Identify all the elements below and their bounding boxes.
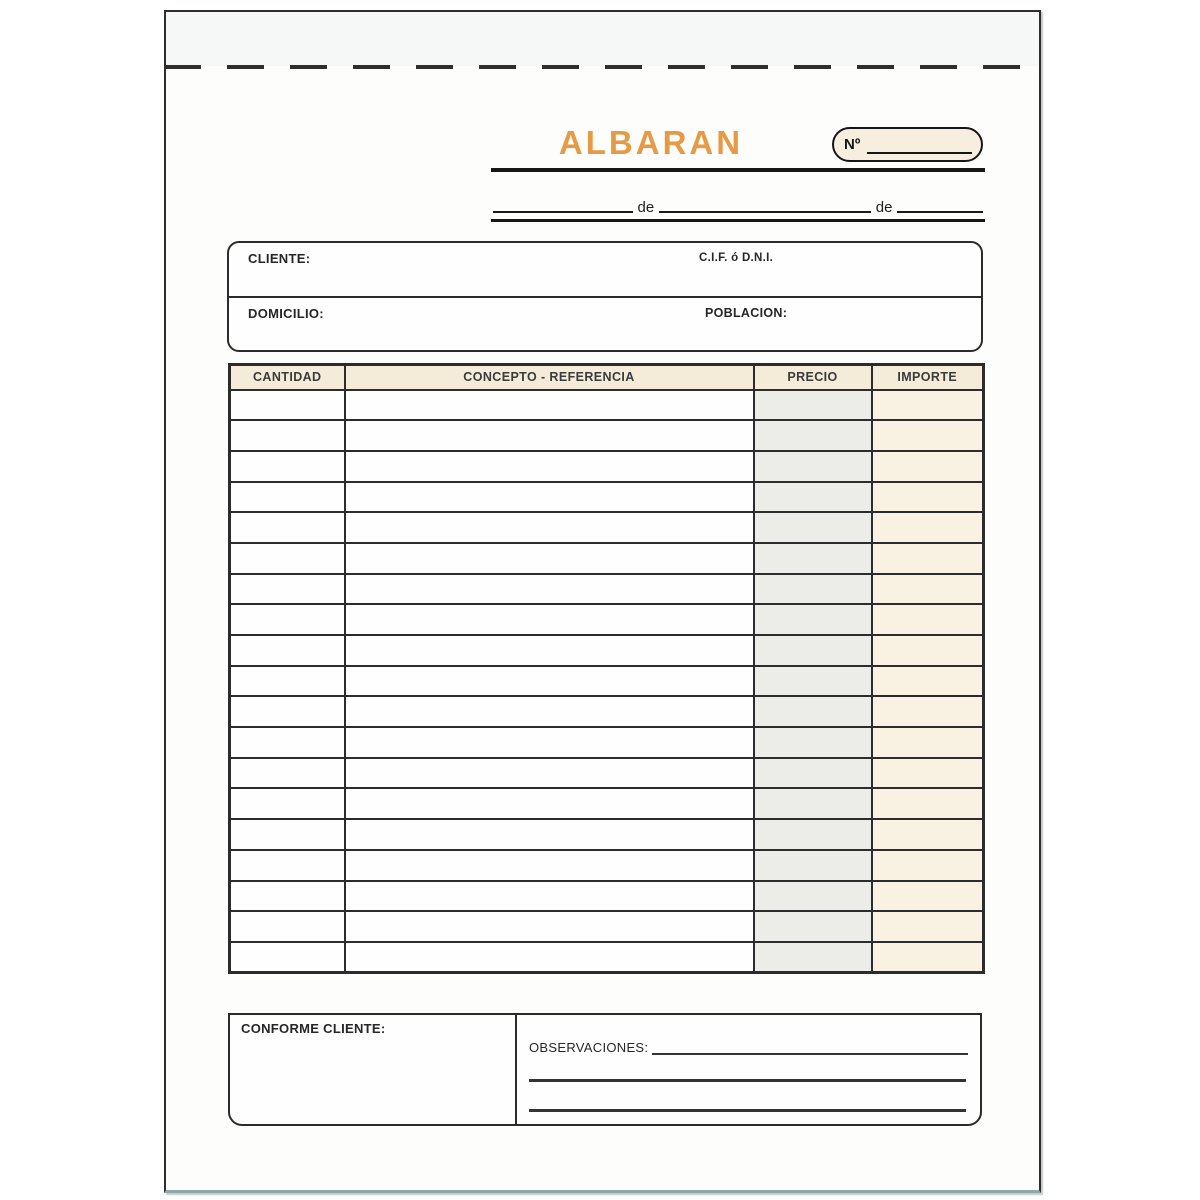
date-word-de-2: de — [875, 198, 893, 216]
blank-cell — [230, 819, 345, 850]
blank-cell — [230, 482, 345, 513]
blank-cell — [754, 543, 872, 574]
items-header-row — [230, 365, 984, 390]
table-row — [230, 911, 984, 942]
blank-cell — [872, 911, 984, 942]
blank-cell — [754, 420, 872, 451]
blank-cell — [345, 942, 754, 973]
blank-cell — [230, 635, 345, 666]
blank-cell — [345, 482, 754, 513]
blank-cell — [230, 850, 345, 881]
blank-cell — [345, 666, 754, 697]
blank-cell — [872, 512, 984, 543]
blank-cell — [872, 604, 984, 635]
domicilio-label: DOMICILIO: — [248, 306, 324, 321]
date-word-de-1: de — [637, 198, 655, 216]
cif-dni-label: C.I.F. ó D.N.I. — [699, 252, 774, 264]
blank-cell — [230, 881, 345, 912]
blank-cell — [345, 911, 754, 942]
conforme-cliente-section — [230, 1015, 517, 1124]
blank-cell — [230, 512, 345, 543]
blank-cell — [754, 512, 872, 543]
blank-cell — [345, 635, 754, 666]
albaran-form-page — [164, 10, 1041, 1193]
blank-cell — [754, 696, 872, 727]
blank-cell — [754, 942, 872, 973]
table-row — [230, 604, 984, 635]
blank-cell — [754, 482, 872, 513]
blank-cell — [754, 819, 872, 850]
date-blank-month — [659, 188, 871, 213]
blank-cell — [872, 727, 984, 758]
blank-cell — [872, 819, 984, 850]
blank-cell — [872, 482, 984, 513]
blank-cell — [230, 696, 345, 727]
observaciones-blank-line-3 — [529, 1109, 966, 1112]
table-row — [230, 696, 984, 727]
blank-cell — [754, 788, 872, 819]
table-row — [230, 574, 984, 605]
blank-cell — [230, 758, 345, 789]
blank-cell — [230, 390, 345, 421]
number-blank-line — [867, 152, 972, 155]
blank-cell — [872, 758, 984, 789]
table-row — [230, 420, 984, 451]
blank-cell — [872, 574, 984, 605]
conforme-cliente-label: CONFORME CLIENTE: — [241, 1021, 386, 1036]
blank-cell — [754, 881, 872, 912]
table-row — [230, 850, 984, 881]
date-blank-day — [493, 188, 633, 213]
blank-cell — [345, 451, 754, 482]
blank-cell — [754, 574, 872, 605]
client-row-cliente — [229, 243, 981, 298]
date-underline-rule — [491, 219, 985, 222]
table-row — [230, 451, 984, 482]
poblacion-label: POBLACION: — [705, 306, 788, 320]
blank-cell — [872, 788, 984, 819]
blank-cell — [230, 911, 345, 942]
observaciones-row — [529, 1039, 968, 1055]
title-underline-rule — [491, 168, 985, 172]
blank-cell — [345, 420, 754, 451]
table-row — [230, 482, 984, 513]
blank-cell — [345, 788, 754, 819]
blank-cell — [230, 543, 345, 574]
blank-cell — [230, 666, 345, 697]
column-header-cantidad: CANTIDAD — [230, 365, 345, 390]
blank-cell — [872, 420, 984, 451]
blank-cell — [872, 850, 984, 881]
blank-cell — [872, 451, 984, 482]
table-row — [230, 758, 984, 789]
client-info-box — [227, 241, 983, 352]
number-label: Nº — [844, 136, 861, 153]
blank-cell — [230, 942, 345, 973]
table-row — [230, 543, 984, 574]
perforation-dashed-line — [164, 65, 1041, 69]
table-row — [230, 881, 984, 912]
blank-cell — [345, 604, 754, 635]
blank-cell — [754, 604, 872, 635]
footer-box — [228, 1013, 982, 1126]
items-table — [228, 363, 985, 974]
blank-cell — [345, 727, 754, 758]
blank-cell — [345, 850, 754, 881]
blank-cell — [230, 420, 345, 451]
blank-cell — [872, 390, 984, 421]
table-row — [230, 635, 984, 666]
blank-cell — [872, 696, 984, 727]
observaciones-section — [517, 1015, 980, 1124]
blank-cell — [754, 451, 872, 482]
blank-cell — [872, 942, 984, 973]
blank-cell — [230, 604, 345, 635]
blank-cell — [230, 727, 345, 758]
blank-cell — [754, 390, 872, 421]
blank-cell — [754, 911, 872, 942]
cliente-label: CLIENTE: — [248, 251, 311, 266]
blank-cell — [345, 574, 754, 605]
column-header-concepto-referencia: CONCEPTO - REFERENCIA — [345, 365, 754, 390]
blank-cell — [345, 512, 754, 543]
observaciones-label: OBSERVACIONES: — [529, 1040, 649, 1055]
blank-cell — [345, 819, 754, 850]
blank-cell — [345, 881, 754, 912]
blank-cell — [754, 850, 872, 881]
table-row — [230, 390, 984, 421]
table-row — [230, 512, 984, 543]
blank-cell — [754, 666, 872, 697]
blank-cell — [230, 788, 345, 819]
column-header-importe: IMPORTE — [872, 365, 984, 390]
blank-cell — [872, 666, 984, 697]
blank-cell — [754, 635, 872, 666]
observaciones-blank-line-2 — [529, 1079, 966, 1082]
blank-cell — [754, 758, 872, 789]
table-row — [230, 727, 984, 758]
document-number-box — [832, 127, 983, 162]
blank-cell — [345, 696, 754, 727]
pad-binding-strip — [166, 12, 1039, 66]
client-row-domicilio — [229, 298, 981, 351]
blank-cell — [754, 727, 872, 758]
blank-cell — [872, 543, 984, 574]
table-row — [230, 942, 984, 973]
table-row — [230, 666, 984, 697]
page-title: ALBARAN — [558, 124, 744, 161]
table-row — [230, 788, 984, 819]
column-header-precio: PRECIO — [754, 365, 872, 390]
date-line — [493, 190, 983, 216]
blank-cell — [872, 881, 984, 912]
blank-cell — [230, 574, 345, 605]
blank-cell — [345, 543, 754, 574]
date-blank-year — [897, 188, 983, 213]
blank-cell — [872, 635, 984, 666]
blank-cell — [345, 390, 754, 421]
blank-cell — [345, 758, 754, 789]
blank-cell — [230, 451, 345, 482]
table-row — [230, 819, 984, 850]
observaciones-blank-line-1 — [652, 1037, 968, 1055]
